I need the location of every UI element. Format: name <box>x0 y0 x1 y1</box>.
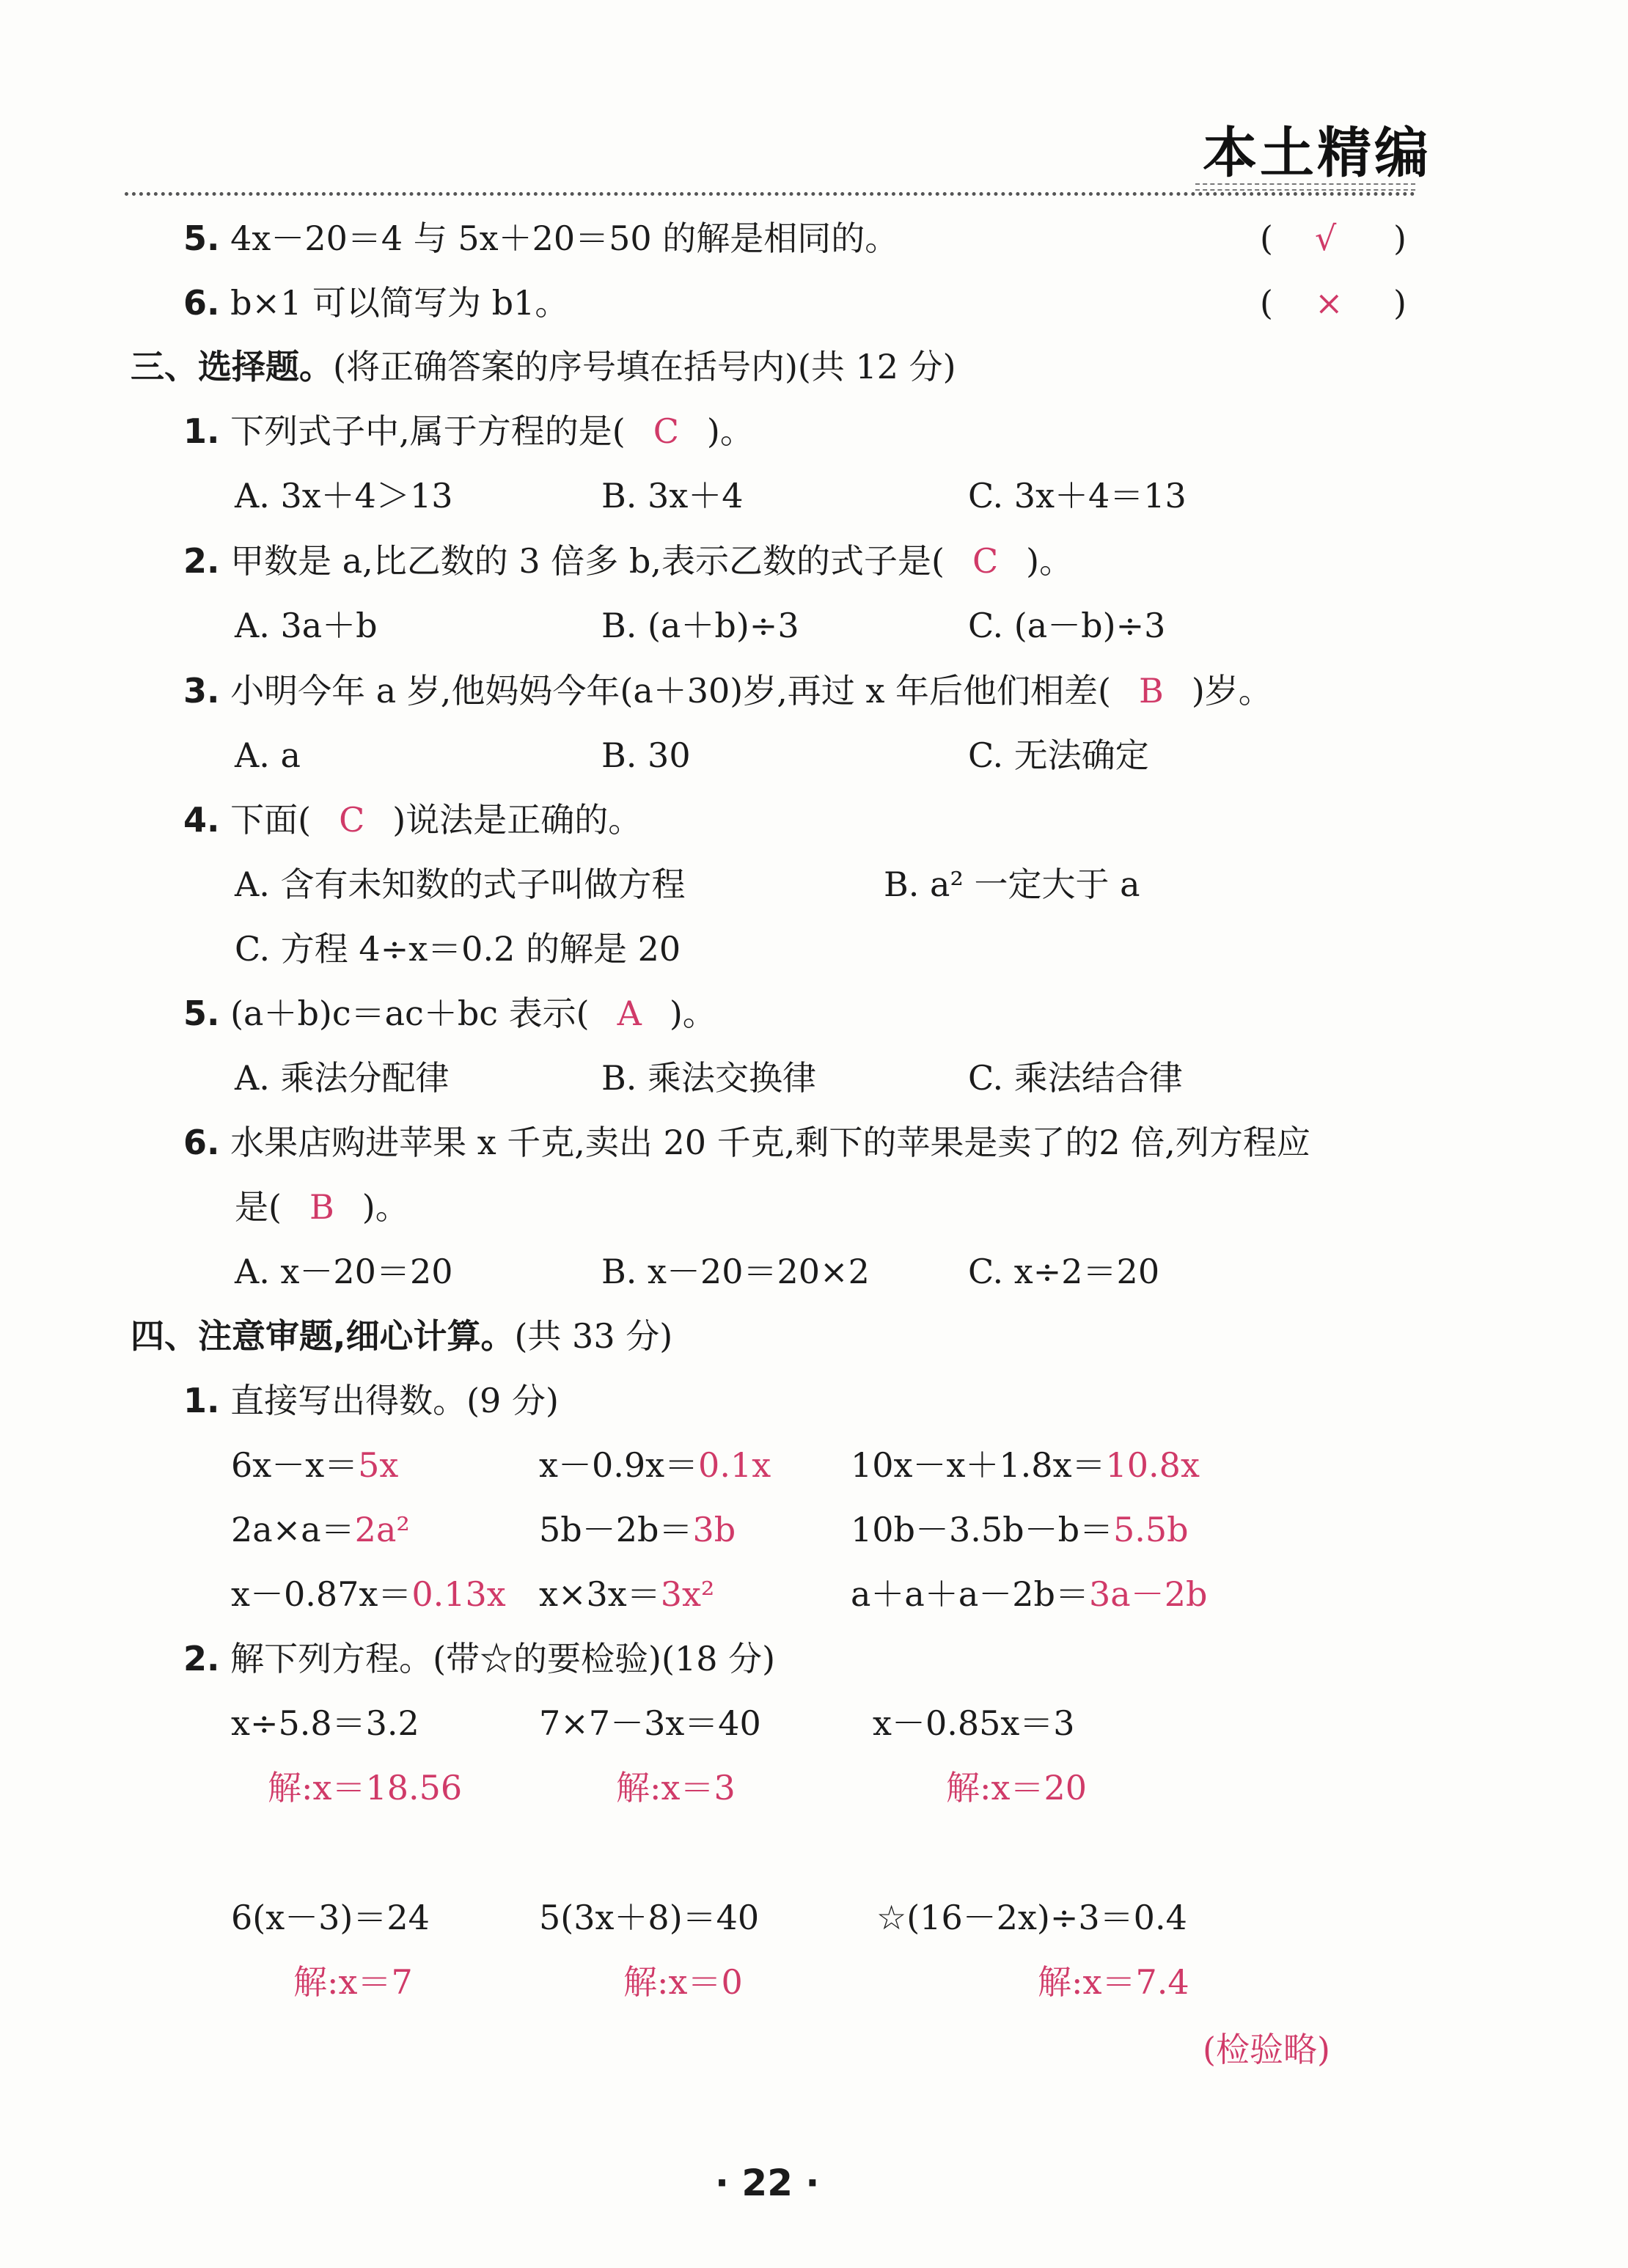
judge-mark-6: ( × ) <box>1260 283 1407 323</box>
choice-q1: 1. 下列式子中,属于方程的是( C )。 <box>183 411 754 451</box>
choice-q6-option-a: A. x－20＝20 <box>235 1252 453 1291</box>
choice-q2: 2. 甲数是 a,比乙数的 3 倍多 b,表示乙数的式子是( C )。 <box>183 541 1074 581</box>
choice-q5-option-b: B. 乘法交换律 <box>601 1058 817 1098</box>
choice-q2-option-c: C. (a－b)÷3 <box>968 606 1166 645</box>
choice-q3-option-a: A. a <box>235 735 301 775</box>
choice-q6-option-b: B. x－20＝20×2 <box>601 1252 870 1291</box>
choice-q3: 3. 小明今年 a 岁,他妈妈今年(a＋30)岁,再过 x 年后他们相差( B )岁。 <box>183 671 1272 711</box>
judge-item-6: 6. b×1 可以简写为 b1。 <box>183 283 569 323</box>
direct-calc-item: x×3x＝3x² <box>539 1574 715 1614</box>
choice-q4-option-b: B. a² 一定大于 a <box>884 865 1140 904</box>
choice-q1-option-c: C. 3x＋4＝13 <box>968 476 1187 515</box>
equation-solution: 解:x＝3 <box>616 1768 736 1808</box>
check-omitted-note: (检验略) <box>1203 2030 1330 2069</box>
choice-q4-option-a: A. 含有未知数的式子叫做方程 <box>235 865 686 904</box>
equation-solution: 解:x＝20 <box>946 1768 1087 1808</box>
equation: 6(x－3)＝24 <box>231 1898 430 1937</box>
choice-q6-line1: 6. 水果店购进苹果 x 千克,卖出 20 千克,剩下的苹果是卖了的2 倍,列方程应 <box>183 1123 1310 1162</box>
page-number: · 22 · <box>715 2162 820 2204</box>
equation-solution: 解:x＝18.56 <box>268 1768 463 1808</box>
equation: 5(3x＋8)＝40 <box>539 1898 760 1937</box>
choice-q5: 5. (a＋b)c＝ac＋bc 表示( A )。 <box>183 994 716 1033</box>
calc-part1-title: 1. 直接写出得数。(9 分) <box>183 1381 559 1420</box>
judge-item-5: 5. 4x－20＝4 与 5x＋20＝50 的解是相同的。 <box>183 219 899 258</box>
choice-q4-option-c: C. 方程 4÷x＝0.2 的解是 20 <box>235 929 681 969</box>
choice-q1-option-b: B. 3x＋4 <box>601 476 744 515</box>
brand-underline-2 <box>1195 189 1415 191</box>
choice-q2-option-a: A. 3a＋b <box>235 606 378 645</box>
calc-part2-title: 2. 解下列方程。(带☆的要检验)(18 分) <box>183 1639 776 1678</box>
choice-q6-line2: 是( B )。 <box>235 1187 409 1227</box>
direct-calc-item: x－0.9x＝0.1x <box>539 1445 771 1485</box>
choice-q3-option-b: B. 30 <box>601 735 691 775</box>
direct-calc-item: 6x－x＝5x <box>231 1445 399 1485</box>
equation: x－0.85x＝3 <box>873 1703 1075 1743</box>
direct-calc-item: x－0.87x＝0.13x <box>231 1574 506 1614</box>
section3-heading: 三、选择题。(将正确答案的序号填在括号内)(共 12 分) <box>131 347 956 386</box>
direct-calc-item: 5b－2b＝3b <box>539 1510 736 1549</box>
choice-q6-option-c: C. x÷2＝20 <box>968 1252 1160 1291</box>
direct-calc-item: a＋a＋a－2b＝3a－2b <box>851 1574 1208 1614</box>
judge-mark-5: ( √ ) <box>1260 219 1407 258</box>
choice-q1-option-a: A. 3x＋4＞13 <box>235 476 453 515</box>
equation-solution: 解:x＝0 <box>623 1962 743 2002</box>
header-divider <box>125 192 1415 196</box>
section4-heading: 四、注意审题,细心计算。(共 33 分) <box>131 1316 673 1356</box>
brand-underline <box>1195 183 1415 185</box>
equation: x÷5.8＝3.2 <box>231 1703 419 1743</box>
equation: ☆(16－2x)÷3＝0.4 <box>876 1898 1187 1937</box>
equation-solution: 解:x＝7 <box>293 1962 413 2002</box>
choice-q3-option-c: C. 无法确定 <box>968 735 1149 775</box>
choice-q5-option-a: A. 乘法分配律 <box>235 1058 450 1098</box>
direct-calc-item: 2a×a＝2a² <box>231 1510 410 1549</box>
choice-q4: 4. 下面( C )说法是正确的。 <box>183 800 642 840</box>
direct-calc-item: 10b－3.5b－b＝5.5b <box>851 1510 1189 1549</box>
choice-q2-option-b: B. (a＋b)÷3 <box>601 606 799 645</box>
direct-calc-item: 10x－x＋1.8x＝10.8x <box>851 1445 1200 1485</box>
equation: 7×7－3x＝40 <box>539 1703 761 1743</box>
choice-q5-option-c: C. 乘法结合律 <box>968 1058 1183 1098</box>
brand-title: 本土精编 <box>1203 122 1431 185</box>
equation-solution: 解:x＝7.4 <box>1038 1962 1189 2002</box>
